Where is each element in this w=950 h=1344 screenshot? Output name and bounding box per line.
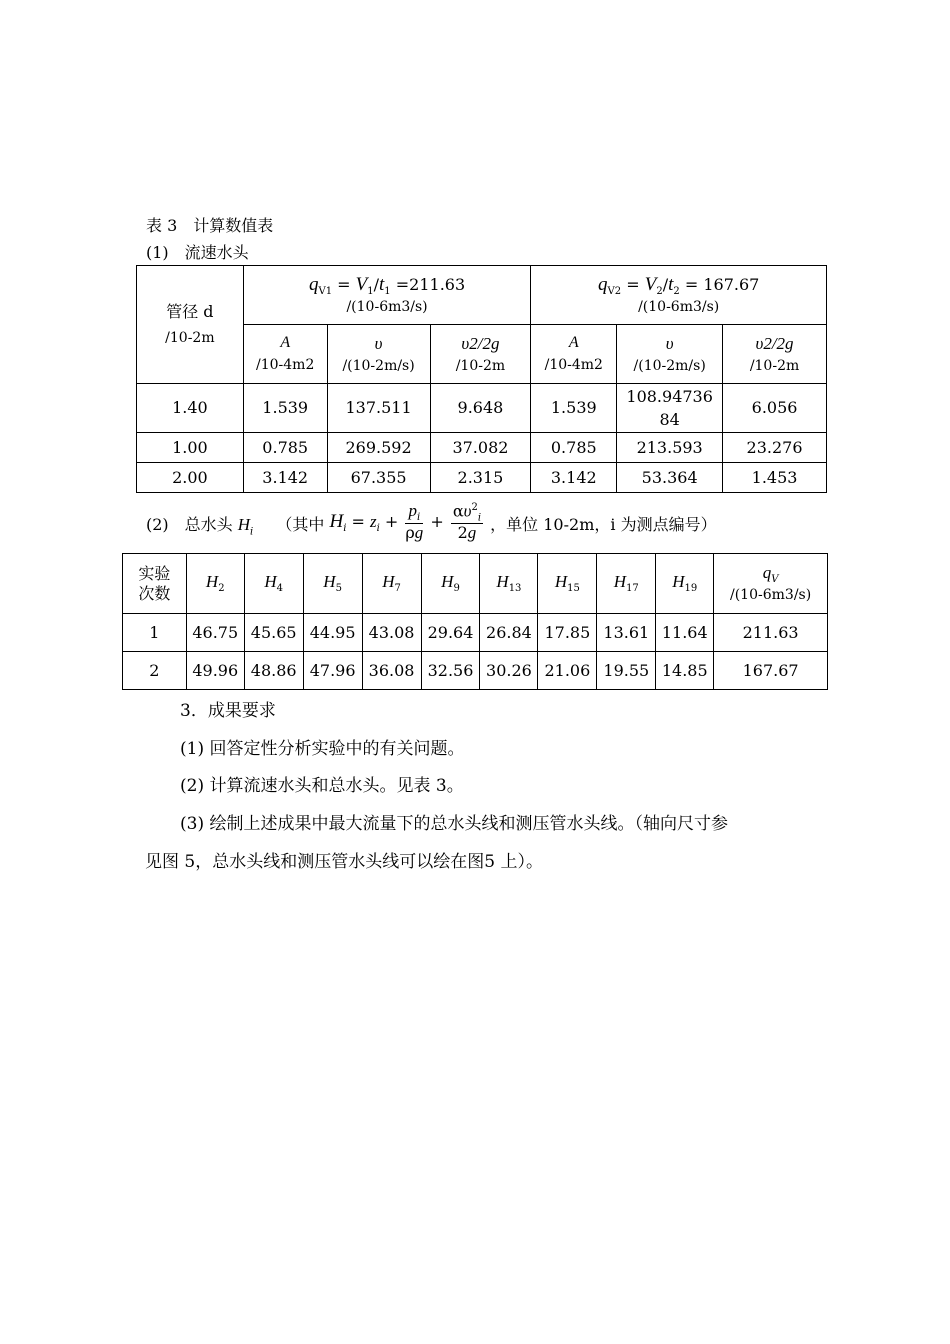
diameter-unit: /10-2m xyxy=(165,329,215,346)
section2-line: (2) 总水头 $H_i$ （其中 $H_i = z_i$ + $\frac{p_i}{\rho g}$ + $\frac{\alpha\upsilon^2_i}{2g}$ ，单位 10-2m，i 为测点编号） xyxy=(146,501,717,543)
h-header: $H_{17}$ xyxy=(597,554,656,614)
col-area-header: A /10-4m2 xyxy=(243,325,327,384)
h-header: $H_5$ xyxy=(303,554,362,614)
col-velocity-header-2: υ /(10-2m/s) xyxy=(617,325,723,384)
velocity-head-table xyxy=(136,265,827,493)
section1-label: (1) 流速水头 xyxy=(146,243,249,262)
col-area-header-2: A /10-4m2 xyxy=(531,325,617,384)
section2-note-prefix: （其中 xyxy=(276,515,325,535)
results-item-1: (1) 回答定性分析实验中的有关问题。 xyxy=(180,739,465,759)
total-head-formula: $H_i = z_i$ + $\frac{p_i}{\rho g}$ + $\frac{\alpha\upsilon^2_i}{2g}$ xyxy=(329,501,482,543)
table-row: 1 46.75 45.65 44.95 43.08 29.64 26.84 17.85 13.61 11.64 211.63 xyxy=(123,614,828,652)
total-head-table xyxy=(122,553,828,690)
h-header: $H_{19}$ xyxy=(656,554,714,614)
section2-note-suffix: ，单位 10-2m，i 为测点编号） xyxy=(490,515,717,535)
trial-header: 实验 次数 xyxy=(123,554,187,614)
flow-group-2-header: $q_{V2} = V_2/t_2 = 167.67$ /(10-6m3/s) xyxy=(531,266,827,325)
table-row: 1.40 1.539 137.511 9.648 1.539 108.9473684 6.056 xyxy=(137,384,827,433)
table-row: 2.00 3.142 67.355 2.315 3.142 53.364 1.453 xyxy=(137,463,827,493)
col-velocity-header: υ /(10-2m/s) xyxy=(327,325,430,384)
group2-flow-unit: /(10-6m3/s) xyxy=(638,299,720,316)
section2-label: (2) 总水头 xyxy=(146,515,233,535)
table-caption: 表 3 计算数值表 xyxy=(146,216,274,235)
h-header: $H_{13}$ xyxy=(480,554,538,614)
results-heading: 3．成果要求 xyxy=(180,701,276,721)
results-item-2: (2) 计算流速水头和总水头。见表 3。 xyxy=(180,776,464,796)
table-row: 2 49.96 48.86 47.96 36.08 32.56 30.26 21.06 19.55 14.85 167.67 xyxy=(123,652,828,690)
col-velocity-head-header-2: υ2/2g /10-2m xyxy=(723,325,827,384)
flow-group-1-header: $q_{V1} = V_1/t_1 =211.63$ /(10-6m3/s) xyxy=(243,266,531,325)
diameter-header: 管径 d xyxy=(166,301,214,321)
h-header: $H_{15}$ xyxy=(538,554,597,614)
table-row: 1.00 0.785 269.592 37.082 0.785 213.593 23.276 xyxy=(137,433,827,463)
results-item-3-line-2: 见图 5，总水头线和测压管水头线可以绘在图5 上）。 xyxy=(145,852,543,872)
results-item-3-line-1: (3) 绘制上述成果中最大流量下的总水头线和测压管水头线。（轴向尺寸参 xyxy=(180,814,728,834)
group2-flow-value: 167.67 xyxy=(703,275,760,295)
h-header: $H_9$ xyxy=(421,554,480,614)
h-header: $H_4$ xyxy=(244,554,303,614)
col-velocity-head-header: υ2/2g /10-2m xyxy=(430,325,531,384)
h-header: $H_7$ xyxy=(362,554,421,614)
h-header: $H_2$ xyxy=(186,554,244,614)
group1-flow-unit: /(10-6m3/s) xyxy=(346,299,428,316)
diameter-header-cell xyxy=(137,266,244,384)
flow-header: $q_V$ /(10-6m3/s) xyxy=(714,554,828,614)
group1-flow-value: 211.63 xyxy=(409,275,466,295)
